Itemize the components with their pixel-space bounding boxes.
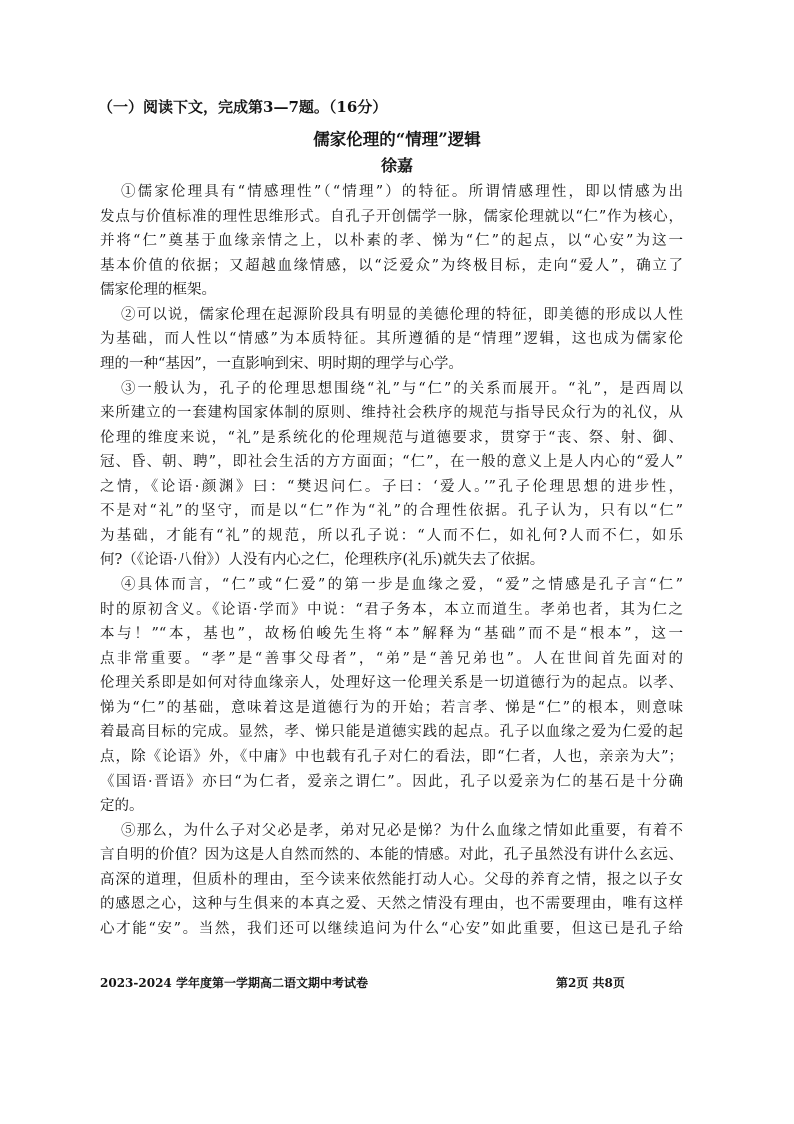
paragraph-line: ⑤那么，为什么子对父必是孝，弟对兄必是悌？为什么血缘之情如此重要，有着不	[121, 822, 683, 839]
paragraph-line: 基本价值的依据；又超越血缘情感，以“泛爱众”为终极目标，走向“爱人”，确立了	[100, 257, 683, 274]
exam-name: 2023-2024 学年度第一学期高二语文期中考试卷	[100, 976, 368, 990]
paragraph-line: 为基础，而人性以“情感”为本质特征。其所遵循的是“情理”逻辑，这也成为儒家伦	[100, 331, 683, 348]
paragraph-line: 并将“仁”奠基于血缘亲情之上，以朴素的孝、悌为“仁”的起点，以“心安”为这一	[100, 233, 683, 250]
paragraph-line: ①儒家伦理具有“情感理性”（“情理”）的特征。所谓情感理性，即以情感为出	[121, 184, 683, 200]
paragraph-5	[100, 819, 683, 942]
page-number: 第2页 共8页	[556, 976, 625, 990]
paragraph-3	[100, 377, 683, 574]
page-footer	[100, 974, 660, 992]
paragraph-line: 本与！”“本，基也”，故杨伯峻先生将“本”解释为“基础”而不是“根本”，这一	[100, 626, 683, 643]
paragraph-line: 不是对“礼”的坚守，而是以“仁”作为“礼”的合理性依据。孔子认为，只有以“仁”	[100, 503, 683, 520]
paragraph-1	[100, 180, 683, 303]
paragraph-line: 点，除《论语》外，《中庸》中也载有孔子对仁的看法，即“仁者，人也，亲亲为大”；	[100, 748, 683, 765]
paragraph-line: 着最高目标的完成。显然，孝、悌只能是道德实践的起点。孔子以血缘之爱为仁爱的起	[100, 724, 683, 741]
paragraph-line: 来所建立的一套建构国家体制的原则、维持社会秩序的规范与指导民众行为的礼仪，从	[100, 405, 683, 422]
paragraph-line: 时的原初含义。《论语·学而》中说：“君子务本，本立而道生。孝弟也者，其为仁之	[100, 601, 683, 618]
paragraph-line: 言自明的价值？因为这是人自然而然的、本能的情感。对此，孔子虽然没有讲什么玄远、	[100, 847, 683, 864]
article-body	[100, 180, 683, 941]
paragraph-line: 定的。	[100, 798, 144, 815]
paragraph-line: 理的一种“基因”，一直影响到宋、明时期的理学与心学。	[100, 355, 463, 372]
paragraph-line: ②可以说，儒家伦理在起源阶段具有明显的美德伦理的特征，即美德的形成以人性	[121, 306, 683, 323]
paragraph-line: 发点与价值标准的理性思维形式。自孔子开创儒学一脉，儒家伦理就以“仁”作为核心，	[100, 208, 683, 225]
paragraph-line: 心才能“安”。当然，我们还可以继续追问为什么“心安”如此重要，但这已是孔子给	[100, 920, 683, 937]
paragraph-line: 之情，《论语·颜渊》曰：“樊迟问仁。子曰：‘爱人。’”孔子伦理思想的进步性，	[100, 478, 683, 495]
paragraph-line: ④具体而言，“仁”或“仁爱”的第一步是血缘之爱，“爱”之情感是孔子言“仁”	[121, 577, 683, 593]
paragraph-line: 伦理的维度来说，“礼”是系统化的伦理规范与道德要求，贯穿于“丧、祭、射、御、	[100, 429, 683, 446]
paragraph-line: 为基础，才能有“礼”的规范，所以孔子说：“人而不仁，如礼何?人而不仁，如乐	[100, 527, 683, 544]
paragraph-line: 悌为“仁”的基础，意味着这是道德行为的开始；若言孝、悌是“仁”的根本，则意味	[100, 699, 683, 716]
paragraph-line: 伦理关系即是如何对待血缘亲人，处理好这一伦理关系是一切道德行为的起点。以孝、	[100, 675, 683, 692]
article-author: 徐嘉	[380, 156, 413, 175]
paragraph-line: ③一般认为，孔子的伦理思想围绕“礼”与“仁”的关系而展开。“礼”，是西周以	[121, 380, 683, 397]
paragraph-4	[100, 573, 683, 819]
article-title: 儒家伦理的“情理”逻辑	[313, 130, 481, 149]
paragraph-line: 何?（《论语·八佾》）人没有内心之仁，伦理秩序(礼乐)就失去了依据。	[100, 552, 545, 569]
paragraph-line: 点非常重要。“孝”是“善事父母者”，“弟”是“善兄弟也”。人在世间首先面对的	[100, 650, 683, 667]
paragraph-line: 《国语·晋语》亦曰“为仁者，爱亲之谓仁”。因此，孔子以爱亲为仁的基石是十分确	[100, 773, 683, 790]
section-heading: （一）阅读下文，完成第3—7题。（16分）	[98, 98, 388, 116]
paragraph-2	[100, 303, 683, 377]
paragraph-line: 儒家伦理的框架。	[100, 282, 216, 299]
paragraph-line: 的感恩之心，这种与生俱来的本真之爱、天然之情没有理由，也不需要理由，唯有这样	[100, 896, 683, 913]
paragraph-line: 冠、昏、朝、聘”，即社会生活的方方面面；“仁”，在一般的意义上是人内心的“爱人”	[100, 454, 683, 471]
paragraph-line: 高深的道理，但质朴的理由，至今读来依然能打动人心。父母的养育之情，报之以子女	[100, 871, 683, 888]
